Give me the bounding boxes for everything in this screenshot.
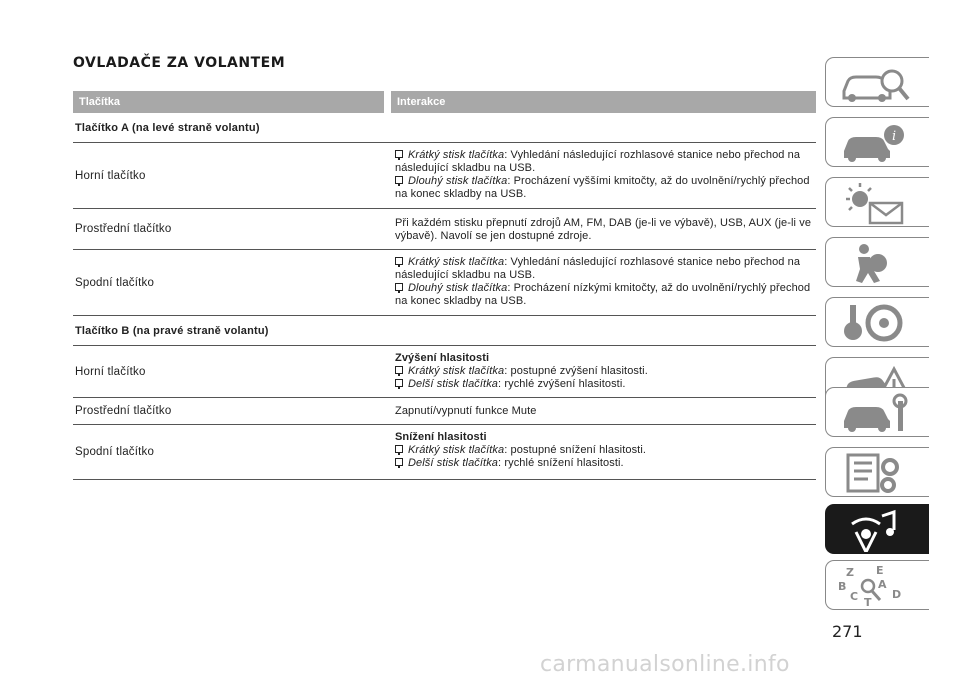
section-button-b: Tlačítko B (na pravé straně volantu) — [73, 316, 816, 346]
button-name: Spodní tlačítko — [75, 446, 155, 458]
svg-text:E: E — [876, 564, 884, 577]
bullet-icon — [395, 458, 403, 466]
tab-alphabetical-index[interactable] — [825, 560, 929, 610]
page-title: OVLADAČE ZA VOLANTEM — [73, 55, 286, 71]
tab-car-maintenance[interactable] — [825, 387, 929, 437]
alphabet-index-icon — [838, 564, 918, 608]
key-steering-wheel-icon — [838, 301, 918, 345]
tab-airbag[interactable] — [825, 237, 929, 287]
tab-specifications[interactable] — [825, 447, 929, 497]
table-row — [73, 250, 816, 316]
tab-car-search[interactable] — [825, 57, 929, 107]
table-row — [73, 398, 816, 425]
svg-text:A: A — [878, 578, 887, 591]
car-search-icon — [838, 61, 918, 105]
svg-text:T: T — [864, 596, 872, 608]
button-name: Spodní tlačítko — [75, 276, 155, 289]
interaction-text: Při každém stisku přepnutí zdrojů AM, FM, DAB (je-li ve výbavě), USB, AUX (je-li ve výbavě). Navolí se jen dostupné zdroje. — [395, 217, 812, 242]
interaction-text: Zvýšení hlasitosti Krátký stisk tlačítka: postupné zvýšení hlasitosti. Delší stisk tlačítka: rychlé zvýšení hlasitosti. — [395, 352, 648, 390]
svg-text:i: i — [892, 129, 897, 144]
button-name: Horní tlačítko — [75, 169, 146, 182]
table-row — [73, 425, 816, 480]
table-header — [73, 91, 816, 113]
tab-key-steering[interactable] — [825, 297, 929, 347]
svg-text:Z: Z — [846, 566, 854, 579]
page-number: 271 — [832, 622, 863, 641]
section-button-a: Tlačítko A (na levé straně volantu) — [73, 113, 816, 143]
car-info-icon — [838, 121, 918, 165]
bullet-icon — [395, 283, 403, 291]
steering-controls-table — [73, 91, 816, 480]
header-buttons: Tlačítka — [73, 91, 384, 113]
button-name: Horní tlačítko — [75, 365, 146, 378]
interaction-text: Krátký stisk tlačítka: Vyhledání následující rozhlasové stanice nebo přechod na následující skladbu na USB. Dlouhý stisk tlačítka: Procházení nízkými kmitočty, až do uvolnění/rychlý přechod na konec skladby na USB. — [395, 256, 811, 307]
interaction-text: Snížení hlasitosti Krátký stisk tlačítka: postupné snížení hlasitosti. Delší stisk tlačítka: rychlé snížení hlasitosti. — [395, 431, 647, 469]
warning-lights-icon — [838, 181, 918, 225]
bullet-icon — [395, 150, 403, 158]
button-name: Prostřední tlačítko — [75, 405, 172, 417]
bullet-icon — [395, 366, 403, 374]
multimedia-music-icon — [838, 508, 918, 552]
header-interaction: Interakce — [391, 91, 816, 113]
tab-warning-lights[interactable] — [825, 177, 929, 227]
bullet-icon — [395, 257, 403, 265]
bullet-icon — [395, 445, 403, 453]
button-name: Prostřední tlačítko — [75, 223, 172, 235]
table-row — [73, 346, 816, 398]
table-row — [73, 209, 816, 250]
table-row — [73, 143, 816, 209]
car-wrench-icon — [838, 391, 918, 435]
bullet-icon — [395, 176, 403, 184]
interaction-text: Zapnutí/vypnutí funkce Mute — [395, 404, 537, 417]
tab-multimedia[interactable] — [825, 504, 929, 554]
interaction-text: Krátký stisk tlačítka: Vyhledání následující rozhlasové stanice nebo přechod na následující skladbu na USB. Dlouhý stisk tlačítka: Procházení vyššími kmitočty, až do uvolnění/rychlý přechod na konec skladby na USB. — [395, 149, 810, 200]
airbag-person-icon — [838, 241, 918, 285]
svg-text:B: B — [838, 580, 847, 593]
bullet-icon — [395, 379, 403, 387]
spec-sheet-gear-icon — [838, 451, 918, 495]
watermark: carmanualsonline.info — [540, 652, 790, 677]
svg-text:C: C — [850, 590, 859, 603]
tab-car-info[interactable] — [825, 117, 929, 167]
svg-text:D: D — [892, 588, 902, 601]
